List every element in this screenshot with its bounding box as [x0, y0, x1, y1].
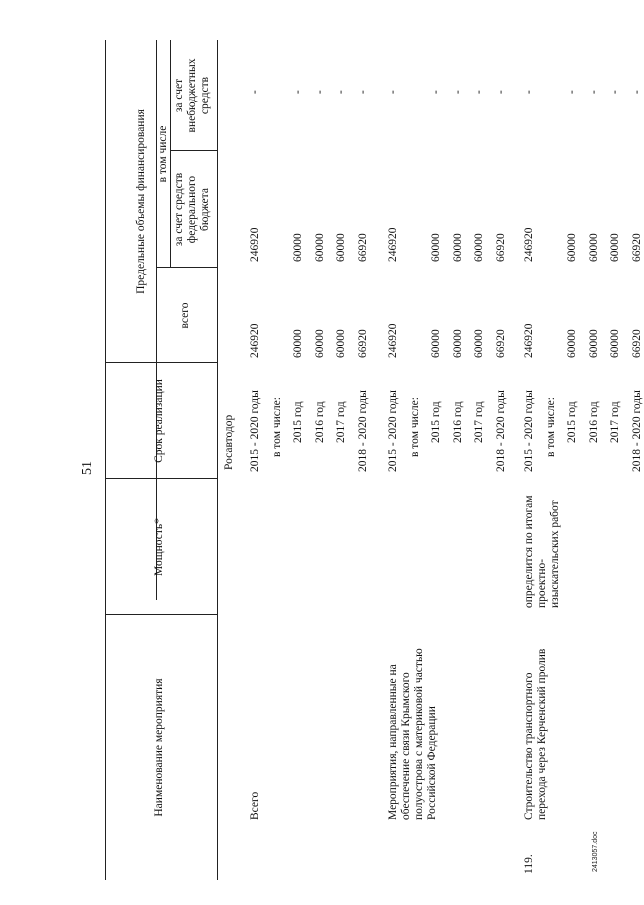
capacity-line: определится по итогам	[523, 495, 535, 608]
period-cell: 2015 год	[566, 401, 578, 443]
total-cell: 246920	[249, 323, 261, 358]
extra-funds-cell: -	[356, 90, 369, 94]
header-name: Наименование мероприятия	[153, 678, 165, 817]
extra-funds-cell: -	[313, 90, 326, 94]
footer-filename: 2413057.doc	[592, 831, 599, 872]
period-cell: 2016 год	[587, 401, 600, 443]
header-including: в том числе	[157, 125, 169, 183]
total-cell: 60000	[313, 329, 326, 358]
period-cell: 2017 год	[473, 401, 485, 443]
activity-name-line: обеспечение связи Крымского	[400, 672, 412, 820]
activity-name-line: перехода через Керченский пролив	[536, 648, 548, 820]
table-top-border	[105, 40, 106, 880]
total-cell: 66920	[494, 329, 507, 358]
extra-funds-cell: -	[494, 90, 507, 94]
page-number: 51	[80, 461, 95, 475]
extra-funds-cell: -	[292, 90, 304, 94]
header-extra-line1: за счет	[173, 78, 185, 113]
activity-name-line: Российской Федерации	[426, 706, 438, 820]
header-period: Срок реализации	[153, 379, 165, 463]
period-cell: 2015 - 2020 годы	[523, 390, 535, 472]
period-cell: 2018 - 2020 годы	[630, 390, 643, 472]
extra-funds-cell: -	[523, 90, 535, 94]
extra-funds-cell: -	[566, 90, 578, 94]
period-cell: 2015 год	[292, 401, 304, 443]
document-sheet	[77, 40, 643, 880]
extra-funds-cell: -	[335, 90, 347, 94]
total-cell: 246920	[523, 323, 535, 358]
header-extra-line3: средств	[199, 76, 211, 115]
period-cell: 2018 - 2020 годы	[494, 390, 507, 472]
activity-name-line: полуострова с материковой частью	[413, 648, 425, 820]
row-number: 119.	[523, 854, 535, 874]
total-cell: 60000	[609, 329, 621, 358]
extra-funds-cell: -	[249, 90, 261, 94]
period-cell: в том числе:	[270, 397, 283, 457]
period-cell: в том числе:	[408, 397, 421, 457]
extra-funds-cell: -	[473, 90, 485, 94]
agency-label: Росавтодор	[223, 414, 235, 470]
header-funding-title: Предельные объемы финансирования	[135, 109, 147, 294]
federal-cell: 66920	[494, 233, 507, 262]
federal-cell: 60000	[292, 233, 304, 262]
header-capacity: Мощность*	[153, 518, 165, 576]
total-cell: 66920	[356, 329, 369, 358]
total-cell: 60000	[451, 329, 464, 358]
total-cell: 246920	[387, 323, 399, 358]
federal-cell: 60000	[451, 233, 464, 262]
federal-cell: 60000	[609, 233, 621, 262]
federal-cell: 60000	[313, 233, 326, 262]
header-extra-line2: внебюджетных	[186, 58, 198, 133]
total-cell: 60000	[566, 329, 578, 358]
period-cell: в том числе:	[544, 397, 557, 457]
total-cell: 60000	[335, 329, 347, 358]
federal-cell: 60000	[566, 233, 578, 262]
activity-name-line: Мероприятия, направленные на	[387, 664, 399, 820]
federal-cell: 66920	[630, 233, 643, 262]
federal-cell: 60000	[335, 233, 347, 262]
federal-cell: 246920	[387, 227, 399, 262]
federal-cell: 60000	[473, 233, 485, 262]
header-federal-line1: за счет средств	[173, 172, 185, 247]
header-bottom-border	[217, 40, 218, 880]
capacity-line: изыскательских работ	[549, 500, 561, 608]
extra-funds-cell: -	[630, 90, 643, 94]
total-cell: 66920	[630, 329, 643, 358]
federal-cell: 246920	[249, 227, 261, 262]
total-cell: 60000	[587, 329, 600, 358]
extra-funds-cell: -	[587, 90, 600, 94]
total-cell: 60000	[473, 329, 485, 358]
activity-name-line: Строительство транспортного	[523, 672, 535, 820]
header-federal-line2: федерального	[186, 175, 198, 244]
federal-cell: 246920	[523, 227, 535, 262]
extra-funds-cell: -	[609, 90, 621, 94]
extra-funds-cell: -	[430, 90, 442, 94]
period-cell: 2016 год	[313, 401, 326, 443]
period-cell: 2016 год	[451, 401, 464, 443]
extra-funds-cell: -	[387, 90, 399, 94]
total-cell: 60000	[430, 329, 442, 358]
header-total: всего	[179, 302, 191, 329]
total-cell: 60000	[292, 329, 304, 358]
period-cell: 2015 год	[430, 401, 442, 443]
federal-cell: 60000	[430, 233, 442, 262]
period-cell: 2015 - 2020 годы	[249, 390, 261, 472]
header-federal-line3: бюджета	[199, 188, 211, 231]
activity-name-line: Всего	[249, 791, 261, 820]
including-border	[170, 40, 171, 268]
federal-cell: 66920	[356, 233, 369, 262]
period-cell: 2017 год	[335, 401, 347, 443]
capacity-line: проектно-	[536, 558, 548, 608]
period-cell: 2015 - 2020 годы	[387, 390, 399, 472]
period-cell: 2018 - 2020 годы	[356, 390, 369, 472]
federal-cell: 60000	[587, 233, 600, 262]
extra-funds-cell: -	[451, 90, 464, 94]
period-cell: 2017 год	[609, 401, 621, 443]
